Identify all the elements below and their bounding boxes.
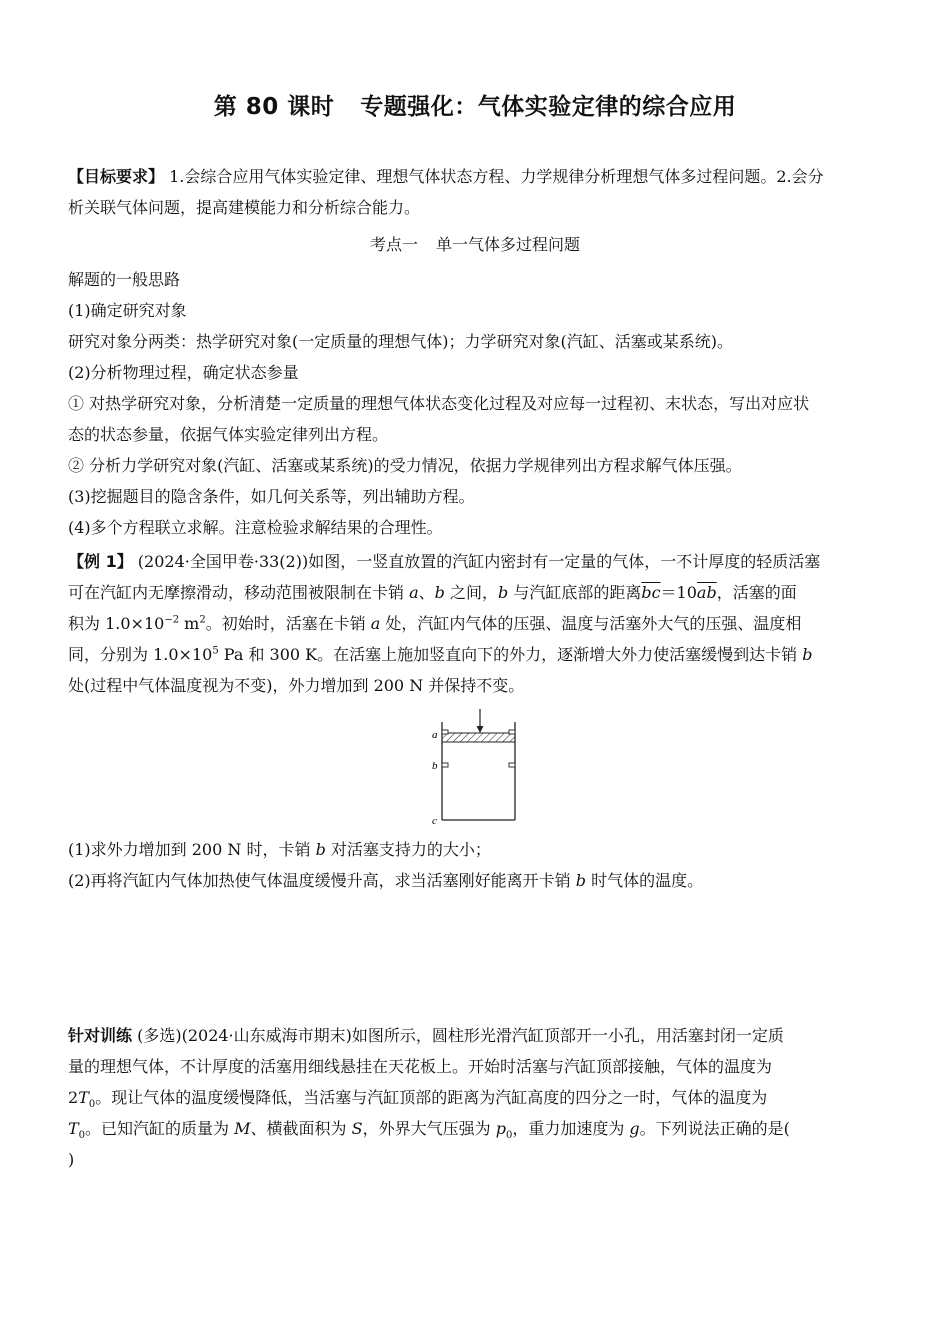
method-heading: 解题的一般思路 <box>68 270 181 289</box>
exponent: 2 <box>199 614 206 626</box>
text: 同，分别为 1.0×10 <box>68 645 213 664</box>
text: 2 <box>68 1088 79 1107</box>
var-a: a <box>370 614 381 633</box>
example-line-3 <box>68 608 882 639</box>
example-label: 【例 1】 <box>68 552 133 571</box>
training-line-5: ) <box>68 1150 75 1169</box>
example-line-2 <box>68 577 882 608</box>
method-step-3: (3)挖掘题目的隐含条件，如几何关系等，列出辅助方程。 <box>68 487 475 506</box>
var-M: M <box>234 1119 251 1138</box>
goals-text-2: 析关联气体问题，提高建模能力和分析综合能力。 <box>68 198 421 217</box>
training-label: 针对训练 <box>68 1026 133 1045</box>
pin-b-left <box>442 763 448 767</box>
var-p: p <box>495 1119 506 1138</box>
lesson-number: 第 80 课时 <box>213 94 335 120</box>
var-b: b <box>498 583 509 602</box>
text: 处，汽缸内气体的压强、温度与活塞外大气的压强、温度相 <box>380 614 802 633</box>
var-b: b <box>575 871 587 890</box>
example-line-4 <box>68 639 882 670</box>
var-a: a <box>409 583 419 602</box>
text: 积为 1.0×10 <box>68 614 165 633</box>
text: 、 <box>418 583 435 602</box>
text: ，重力加速度为 <box>512 1119 630 1138</box>
text: 时气体的温度。 <box>586 871 704 890</box>
training-problem <box>68 1020 882 1175</box>
subscript: 0 <box>505 1130 513 1142</box>
goals-label: 【目标要求】 <box>68 167 165 186</box>
text: (1)求外力增加到 200 N 时，卡销 <box>68 840 316 859</box>
var-S: S <box>351 1119 363 1138</box>
goals-paragraph <box>68 161 882 223</box>
force-arrow-head <box>477 726 484 733</box>
method-step-2-a-2: 态的状态参量，依据气体实验定律列出方程。 <box>68 425 389 444</box>
var-g: g <box>629 1119 640 1138</box>
label-a: a <box>432 729 438 741</box>
text: 可在汽缸内无摩擦滑动，移动范围被限制在卡销 <box>68 583 410 602</box>
question-1 <box>68 834 882 865</box>
method-step-2: (2)分析物理过程，确定状态参量 <box>68 363 299 382</box>
pin-b-right <box>509 763 515 767</box>
text: 之间， <box>444 583 498 602</box>
method-step-2-b: ② 分析力学研究对象(汽缸、活塞或某系统)的受力情况，依据力学规律列出方程求解气体压强。 <box>68 456 742 475</box>
training-source: (多选)(2024·山东威海市期末) <box>132 1026 352 1045</box>
var-b: b <box>315 840 326 859</box>
label-b: b <box>432 760 438 772</box>
method-block <box>68 264 882 543</box>
var-T: T <box>68 1119 79 1138</box>
section-label: 考点一 <box>369 235 418 254</box>
training-line-3 <box>68 1082 882 1113</box>
text: ，外界大气压强为 <box>362 1119 496 1138</box>
text: 、横截面积为 <box>250 1119 352 1138</box>
text: 。初始时，活塞在卡销 <box>205 614 371 633</box>
var-T: T <box>78 1088 89 1107</box>
var-b: b <box>802 645 813 664</box>
section-heading <box>0 232 950 255</box>
example-questions <box>68 834 882 896</box>
section-name: 单一气体多过程问题 <box>436 235 581 254</box>
text: 对活塞支持力的大小； <box>325 840 491 859</box>
goals-text-1: 1.会综合应用气体实验定律、理想气体状态方程、力学规律分析理想气体多过程问题。2.会分 <box>164 167 824 186</box>
example-source: (2024·全国甲卷·33(2)) <box>132 552 309 571</box>
segment-ab: $\overline{ab}$ <box>696 583 717 602</box>
method-step-2-a-1: ① 对热学研究对象，分析清楚一定质量的理想气体状态变化过程及对应每一过程初、末状态，写出对应状 <box>68 394 810 413</box>
segment-bc: $\overline{bc}$ <box>641 583 661 602</box>
text: ＝10 <box>660 583 697 602</box>
page-title <box>0 88 950 121</box>
subscript: 0 <box>78 1130 86 1142</box>
example-line-5: 处(过程中气体温度视为不变)，外力增加到 200 N 并保持不变。 <box>68 676 525 695</box>
text: 。下列说法正确的是( <box>639 1119 790 1138</box>
text: ，活塞的面 <box>716 583 797 602</box>
exponent: 5 <box>212 645 219 657</box>
question-2 <box>68 865 882 896</box>
piston <box>442 733 515 742</box>
exponent: −2 <box>164 614 180 626</box>
subscript: 0 <box>88 1099 96 1111</box>
var-b: b <box>434 583 445 602</box>
example-1 <box>68 546 882 701</box>
text: 。现让气体的温度缓慢降低，当活塞与汽缸顶部的距离为汽缸高度的四分之一时，气体的温度为 <box>95 1088 768 1107</box>
training-line-2: 量的理想气体，不计厚度的活塞用细线悬挂在天花板上。开始时活塞与汽缸顶部接触，气体的温度为 <box>68 1057 773 1076</box>
text: Pa 和 300 K。在活塞上施加竖直向下的外力，逐渐增大外力使活塞缓慢到达卡销 <box>218 645 803 664</box>
text: m <box>179 614 200 633</box>
pin-a-left <box>442 730 448 734</box>
method-step-4: (4)多个方程联立求解。注意检验求解结果的合理性。 <box>68 518 443 537</box>
cylinder-figure <box>425 706 525 830</box>
method-step-1-text: 研究对象分两类：热学研究对象(一定质量的理想气体)；力学研究对象(汽缸、活塞或某系统)。 <box>68 332 733 351</box>
lesson-topic: 专题强化：气体实验定律的综合应用 <box>360 94 737 120</box>
text: 。已知汽缸的质量为 <box>85 1119 235 1138</box>
method-step-1: (1)确定研究对象 <box>68 301 187 320</box>
text: (2)再将汽缸内气体加热使气体温度缓慢升高，求当活塞刚好能离开卡销 <box>68 871 576 890</box>
text: 与汽缸底部的距离 <box>508 583 642 602</box>
example-line-1: 如图，一竖直放置的汽缸内密封有一定量的气体，一不计厚度的轻质活塞 <box>308 552 821 571</box>
pin-a-right <box>509 730 515 734</box>
text: 如图所示，圆柱形光滑汽缸顶部开一小孔，用活塞封闭一定质 <box>351 1026 784 1045</box>
training-line-4 <box>68 1113 882 1144</box>
label-c: c <box>432 815 437 827</box>
